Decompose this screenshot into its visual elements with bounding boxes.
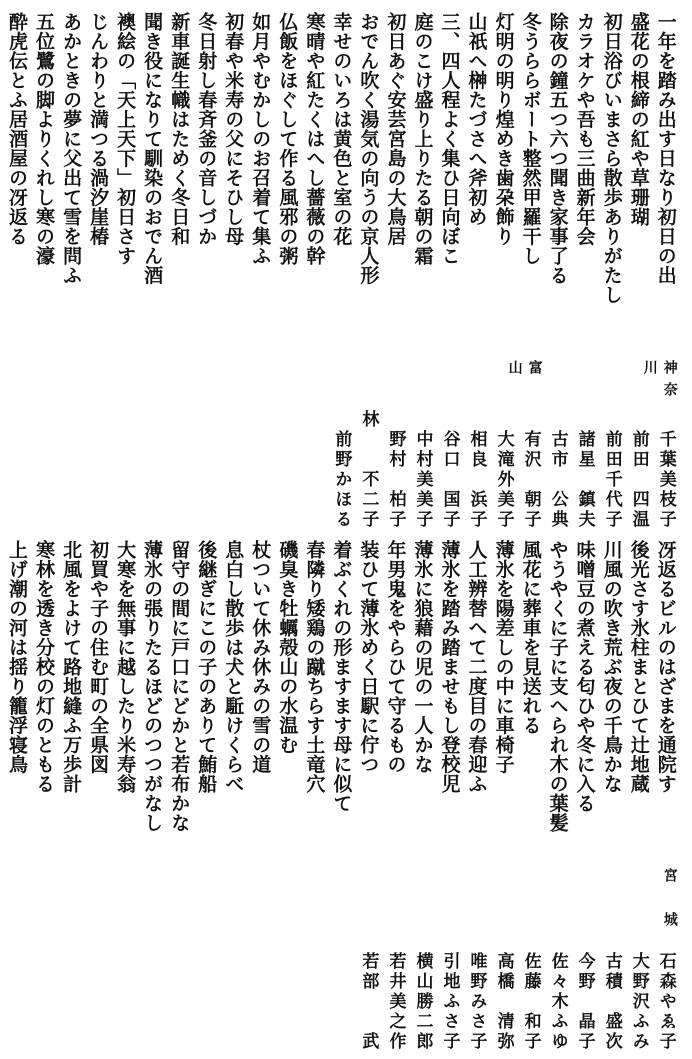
haiku-line: 年男鬼をやらひて守るもの (384, 540, 407, 774)
column (166, 12, 193, 530)
haiku-line: 一年を踏み出す日なり初日の出 (654, 12, 677, 285)
author-block (545, 360, 572, 530)
column (626, 12, 653, 530)
haiku-line: 初日あぐ安芸宮島の大鳥居 (384, 12, 407, 246)
haiku-line: 山祇へ榊たづさへ斧初め (465, 12, 488, 227)
column (112, 540, 139, 1052)
author-block (328, 862, 355, 1052)
author-name: 野村 柏子 (385, 430, 406, 530)
column (58, 12, 85, 530)
author-name: 唯野みさ子 (466, 952, 487, 1052)
prefecture-label: 富 山 (506, 360, 543, 404)
prefecture-label: 宮 城 (661, 868, 678, 934)
haiku-line: 聞き役になりて馴染のおでん酒 (141, 12, 164, 285)
author-block (545, 862, 572, 1052)
column (58, 540, 85, 1052)
column (409, 12, 436, 530)
haiku-line: 新車誕生幟はためく冬日和 (168, 12, 191, 246)
column (491, 540, 518, 1052)
bottom-section (0, 540, 692, 1052)
column (31, 12, 58, 530)
haiku-line: 灯明の明り煌めき歯朶飾り (492, 12, 515, 246)
haiku-line: 寒林を透き分校の灯のともる (33, 540, 56, 794)
column (545, 540, 572, 1052)
top-section (0, 12, 692, 530)
haiku-line: 息白し散歩は犬と駈けくらべ (222, 540, 245, 794)
column (545, 12, 572, 530)
haiku-line: 後継ぎにこの子のありて鮪船 (195, 540, 218, 794)
author-block (599, 862, 626, 1052)
column (247, 540, 274, 1052)
column (506, 12, 545, 530)
haiku-line: 大寒を無事に越したり米寿翁 (114, 540, 137, 794)
column (220, 12, 247, 530)
column (85, 540, 112, 1052)
column (301, 12, 328, 530)
author-block (599, 360, 626, 530)
column (247, 12, 274, 530)
author-name: 今野 晶子 (574, 952, 595, 1052)
author-name: 横山勝二郎 (412, 952, 433, 1052)
author-block (626, 862, 653, 1052)
haiku-line: 五位鷺の脚よりくれし寒の濠 (33, 12, 56, 266)
author-name: 高橋 清弥 (493, 952, 514, 1052)
column (626, 540, 653, 1052)
column (31, 540, 58, 1052)
author-name: 若井美之作 (385, 952, 406, 1052)
haiku-line: あかときの夢に父出て雪を問ふ (60, 12, 83, 285)
column (464, 540, 491, 1052)
column (437, 12, 464, 530)
column (572, 12, 599, 530)
column (139, 12, 166, 530)
haiku-line: 仏飯をほぐして作る風邪の粥 (276, 12, 299, 266)
haiku-line: じんわりと満つる渦汐崖椿 (87, 12, 110, 246)
column (193, 540, 220, 1052)
haiku-line: カラオケや吾も三曲新年会 (573, 12, 596, 246)
author-block (355, 360, 382, 530)
author-name: 谷口 国子 (439, 430, 460, 530)
haiku-line: 装ひて薄氷めく日駅に佇つ (357, 540, 380, 774)
column (328, 540, 355, 1052)
haiku-line: やうやくに子に支へられ木の葉髪 (546, 540, 569, 833)
author-name: 古積 盛次 (601, 952, 622, 1052)
column (599, 12, 626, 530)
column (166, 540, 193, 1052)
haiku-line: 寒晴や紅たくはへし薔薇の幹 (303, 12, 326, 266)
author-block (518, 862, 545, 1052)
haiku-line: 磯臭き牡蠣殻山の水温む (276, 540, 299, 755)
haiku-line: 春隣り矮鶏の蹴ちらす土竜穴 (303, 540, 326, 794)
column (518, 540, 545, 1052)
author-block (328, 360, 355, 530)
author-name: 前野かほる (331, 430, 352, 530)
column (464, 12, 491, 530)
column (355, 540, 382, 1052)
column (112, 12, 139, 530)
column (409, 540, 436, 1052)
author-block (641, 360, 680, 530)
author-block (409, 360, 436, 530)
author-name: 引地ふさ子 (439, 952, 460, 1052)
haiku-line: 薄氷を陽差しの中に車椅子 (492, 540, 515, 774)
author-block (437, 862, 464, 1052)
column (599, 540, 626, 1052)
author-name: 石森やゑ子 (655, 952, 676, 1052)
author-block (491, 360, 518, 530)
author-name: 大滝外美子 (493, 430, 514, 530)
haiku-line: 冬うららボート整然甲羅干し (519, 12, 542, 266)
column (382, 12, 409, 530)
haiku-line: 冬日射し春斉釜の音しづか (195, 12, 218, 246)
author-block (653, 862, 680, 1052)
column (641, 12, 680, 530)
author-block (491, 862, 518, 1052)
haiku-line: 北風をよけて路地縫ふ万歩計 (60, 540, 83, 794)
haiku-line: 襖絵の「天上天下」初日さす (114, 12, 137, 266)
haiku-line: 味噌豆の煮える匂ひや冬に入る (573, 540, 596, 813)
haiku-line: 着ぶくれの形ますます母に似て (330, 540, 353, 813)
author-block (355, 862, 382, 1052)
haiku-line: 川風の吹き荒ぶ夜の千鳥かな (600, 540, 623, 794)
haiku-line: 薄氷に狼藉の児の一人かな (411, 540, 434, 774)
haiku-line: 杖ついて休み休みの雪の道 (249, 540, 272, 774)
column (193, 12, 220, 530)
haiku-line: 人工辨替へて二度目の春迎ふ (465, 540, 488, 794)
author-block (626, 360, 653, 530)
author-name: 有沢 朝子 (520, 430, 541, 530)
author-block (464, 360, 491, 530)
column (437, 540, 464, 1052)
author-name: 中村美美子 (412, 430, 433, 530)
haiku-line: 庭のこけ盛り上りたる朝の霜 (411, 12, 434, 266)
column (139, 540, 166, 1052)
author-block (572, 862, 599, 1052)
author-name: 林 不二子 (358, 410, 379, 530)
column (220, 540, 247, 1052)
author-block (572, 360, 599, 530)
author-block (382, 862, 409, 1052)
haiku-line: 三、四人程よく集ひ日向ぼこ (438, 12, 461, 266)
haiku-line: 風花に葬車を見送れる (519, 540, 542, 735)
author-block (464, 862, 491, 1052)
author-block (437, 360, 464, 530)
haiku-line: 初春や米寿の父にそひし母 (222, 12, 245, 246)
author-name: 佐々木ふゆ (547, 952, 568, 1052)
column (4, 12, 31, 530)
author-name: 佐藤 和子 (520, 952, 541, 1052)
column (274, 12, 301, 530)
column (355, 12, 382, 530)
author-block (409, 862, 436, 1052)
column (274, 540, 301, 1052)
haiku-line: 薄氷の張りたるほどのつつがなし (141, 540, 164, 833)
column (85, 12, 112, 530)
author-block (506, 360, 545, 530)
haiku-line: 酔虎伝とふ居酒屋の冴返る (6, 12, 28, 246)
haiku-line: 如月やむかしのお召着て集ふ (249, 12, 272, 266)
author-name: 前田 四温 (628, 430, 649, 530)
prefecture-label: 神奈川 (641, 360, 678, 404)
author-name: 千葉美枝子 (655, 430, 676, 530)
author-name: 大野沢ふみ (628, 952, 649, 1052)
haiku-line: 除夜の鐘五つ六つ聞き家事了る (546, 12, 569, 285)
haiku-line: 初買や子の住む町の全県図 (87, 540, 110, 774)
haiku-line: 盛花の根締の紅や草珊瑚 (627, 12, 650, 227)
haiku-line: おでん吹く湯気の向うの京人形 (357, 12, 380, 285)
column (301, 540, 328, 1052)
haiku-line: 上げ潮の河は揺り籠浮寝鳥 (6, 540, 28, 774)
column (572, 540, 599, 1052)
haiku-line: 幸せのいろは黄色と室の花 (330, 12, 353, 246)
column (328, 12, 355, 530)
author-block (382, 360, 409, 530)
haiku-line: 初日浴びいまさら散歩ありがたし (600, 12, 623, 305)
column (653, 540, 680, 1052)
haiku-line: 冴返るビルのはざまを通院す (654, 540, 677, 794)
author-name: 諸星 鎮夫 (574, 430, 595, 530)
author-name: 古市 公典 (547, 430, 568, 530)
column (4, 540, 31, 1052)
author-name: 前田千代子 (601, 430, 622, 530)
haiku-line: 留守の間に戸口にどかと若布かな (168, 540, 191, 833)
author-name: 若部 武 (358, 952, 379, 1052)
author-name: 相良 浜子 (466, 430, 487, 530)
column (382, 540, 409, 1052)
haiku-line: 後光さす氷柱まとひて辻地蔵 (627, 540, 650, 794)
haiku-line: 薄氷を踏み踏ませもし登校児 (438, 540, 461, 794)
column (491, 12, 518, 530)
